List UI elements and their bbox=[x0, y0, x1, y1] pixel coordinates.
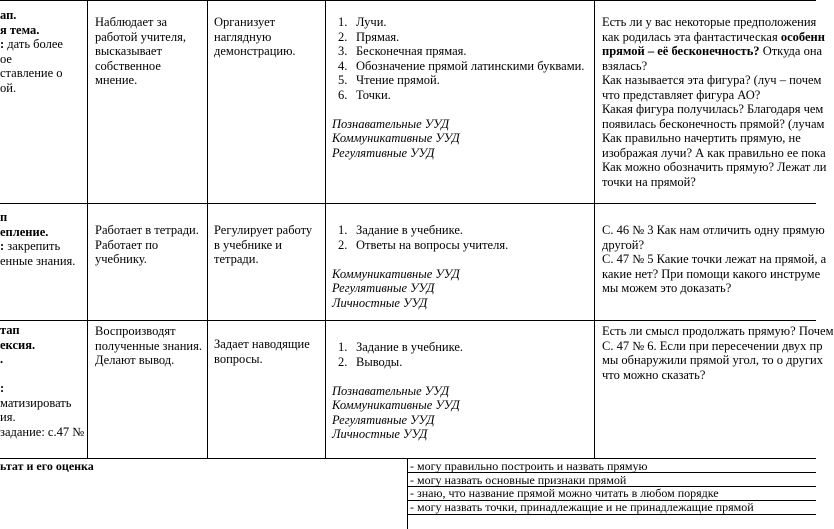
numbered-list bbox=[332, 340, 592, 369]
text-span: взялась? bbox=[602, 58, 648, 73]
text-span: дать более bbox=[4, 37, 63, 51]
uud-label: Познавательные УУД bbox=[332, 116, 450, 131]
col-divider bbox=[87, 0, 88, 458]
uud-label: Коммуникативные УУД bbox=[332, 266, 460, 281]
stage-cell bbox=[0, 323, 86, 439]
uud-label: Познавательные УУД bbox=[332, 383, 450, 398]
text-line bbox=[0, 425, 86, 440]
text-line bbox=[602, 131, 816, 146]
col-divider bbox=[207, 0, 208, 458]
stage-cell bbox=[0, 210, 86, 268]
list-item: 1. Задание в учебнике. bbox=[338, 223, 464, 237]
text-span: С. 46 № 3 Как нам отличить одну прямую bbox=[602, 223, 825, 237]
questions-cell bbox=[602, 324, 834, 382]
text-line: в учебнике и bbox=[214, 237, 282, 252]
text-line bbox=[602, 15, 816, 30]
list-item: 1. Задание в учебнике. bbox=[338, 340, 464, 354]
text-span: точки на прямой? bbox=[602, 174, 696, 189]
text-line bbox=[0, 410, 86, 425]
text-line bbox=[602, 73, 822, 88]
content-cell bbox=[332, 15, 592, 160]
teacher-activity-cell bbox=[214, 223, 324, 267]
stage-cell bbox=[0, 8, 86, 95]
text-line bbox=[0, 66, 86, 81]
text-span: енные знания. bbox=[0, 253, 76, 268]
text-line bbox=[0, 396, 86, 411]
text-span: : bbox=[0, 239, 5, 253]
text-line: высказывает bbox=[95, 44, 162, 58]
text-line bbox=[0, 210, 86, 225]
content-cell bbox=[332, 223, 592, 310]
text-line bbox=[602, 338, 823, 354]
text-line: Организует bbox=[214, 15, 276, 29]
content-cell bbox=[332, 340, 592, 442]
list-item: 5. Чтение прямой. bbox=[338, 73, 440, 87]
row-divider bbox=[0, 458, 816, 459]
row-divider bbox=[407, 514, 816, 515]
text-span: С. 47 № 5 Какие точки лежат на прямой, а bbox=[602, 252, 827, 266]
student-activity-cell bbox=[95, 324, 205, 368]
text-line: полученные знания. bbox=[95, 338, 202, 353]
text-span: особенн bbox=[780, 29, 825, 44]
col-divider bbox=[407, 458, 408, 529]
text-span: ой. bbox=[0, 80, 17, 95]
list-item: 3. Бесконечная прямая. bbox=[338, 44, 467, 58]
text-line bbox=[0, 81, 86, 96]
questions-cell bbox=[602, 223, 827, 296]
text-line bbox=[0, 225, 86, 240]
text-span: Какая фигура получилась? Благодаря чем bbox=[602, 102, 824, 116]
text-line bbox=[602, 29, 825, 45]
text-span: Как правильно начертить прямую, не bbox=[602, 131, 801, 145]
text-span: мы обнаружили прямой угол, то о других bbox=[602, 353, 823, 367]
text-line: Задает наводящие bbox=[214, 337, 310, 351]
col-divider bbox=[594, 0, 595, 458]
result-list bbox=[410, 460, 815, 514]
text-span: изображая лучи? А как правильно ее пока bbox=[602, 145, 826, 160]
text-line bbox=[602, 160, 827, 175]
text-line bbox=[602, 281, 816, 296]
result-item: - могу назвать точки, принадлежащие и не принадлежащие прямой bbox=[410, 499, 754, 514]
text-span: закрепить bbox=[4, 239, 61, 253]
text-line bbox=[0, 8, 86, 23]
text-span: С. 47 № 6. Если при пересечении двух пр bbox=[602, 338, 823, 353]
text-line bbox=[602, 238, 816, 253]
text-span: тап bbox=[0, 323, 20, 337]
text-line bbox=[602, 175, 816, 190]
text-line bbox=[602, 252, 827, 267]
numbered-list bbox=[332, 15, 592, 102]
text-span: п bbox=[0, 210, 8, 224]
text-span: появилась бесконечность прямой? (лучам bbox=[602, 116, 825, 131]
text-line bbox=[0, 254, 86, 269]
text-span: Откуда она bbox=[759, 44, 823, 58]
text-line: собственное bbox=[95, 58, 161, 73]
text-span: ия. bbox=[0, 410, 16, 424]
text-line bbox=[0, 37, 86, 52]
text-line: Работает по bbox=[95, 237, 159, 252]
text-line: Наблюдает за bbox=[95, 15, 168, 29]
text-line bbox=[0, 323, 86, 338]
text-line: работой учителя, bbox=[95, 29, 186, 44]
text-span: прямой – её бесконечность? bbox=[602, 44, 760, 58]
text-line bbox=[0, 52, 86, 67]
text-span: задание: с.47 № bbox=[0, 424, 85, 439]
text-span: ексия. bbox=[0, 337, 36, 352]
text-line: мнение. bbox=[95, 73, 138, 87]
uud-label: Коммуникативные УУД bbox=[332, 398, 460, 412]
teacher-activity-cell bbox=[214, 15, 324, 59]
text-line bbox=[602, 368, 816, 383]
col-divider bbox=[325, 0, 326, 458]
text-line bbox=[0, 381, 86, 396]
text-line bbox=[602, 44, 823, 59]
text-line bbox=[602, 324, 834, 339]
list-item: 2. Выводы. bbox=[338, 354, 403, 369]
text-span: : bbox=[0, 37, 5, 51]
text-line bbox=[602, 59, 816, 74]
text-line bbox=[602, 102, 824, 117]
teacher-activity-cell bbox=[214, 337, 324, 366]
text-line: демонстрацию. bbox=[214, 44, 296, 58]
text-span: ап. bbox=[0, 8, 17, 22]
uud-label: Личностные УУД bbox=[332, 295, 428, 310]
result-item: - знаю, что название прямой можно читать в любом порядке bbox=[410, 486, 719, 500]
text-line: учебнику. bbox=[95, 252, 147, 266]
text-span: матизировать bbox=[0, 395, 72, 410]
text-span: я тема. bbox=[0, 22, 40, 37]
text-span: Как можно обозначить прямую? Лежат ли bbox=[602, 160, 827, 174]
text-line bbox=[0, 239, 86, 254]
text-line bbox=[0, 367, 86, 382]
text-span: . bbox=[0, 352, 4, 366]
numbered-list bbox=[332, 223, 592, 252]
text-span: мы можем это доказать? bbox=[602, 281, 732, 295]
list-item: 2. Ответы на вопросы учителя. bbox=[338, 237, 509, 252]
row-divider bbox=[0, 320, 816, 321]
student-activity-cell bbox=[95, 223, 205, 267]
list-item: 6. Точки. bbox=[338, 87, 391, 102]
list-item: 4. Обозначение прямой латинскими буквами. bbox=[338, 58, 585, 73]
text-line: Делают вывод. bbox=[95, 353, 175, 367]
text-span: что представляет фигура АО? bbox=[602, 87, 761, 102]
list-item: 2. Прямая. bbox=[338, 29, 400, 44]
text-span: ое bbox=[0, 51, 12, 66]
text-line: наглядную bbox=[214, 29, 272, 44]
text-line: тетради. bbox=[214, 252, 259, 266]
text-span: Есть ли смысл продолжать прямую? Почем bbox=[602, 324, 834, 338]
text-span: : bbox=[0, 381, 5, 395]
text-span: ставление о bbox=[0, 66, 63, 80]
text-span: епление. bbox=[0, 224, 49, 239]
row-divider bbox=[0, 0, 816, 1]
text-line bbox=[602, 223, 825, 238]
text-line bbox=[602, 88, 816, 103]
text-line bbox=[602, 353, 823, 368]
text-line: Работает в тетради. bbox=[95, 223, 199, 237]
uud-label: Регулятивные УУД bbox=[332, 412, 435, 427]
text-span: что можно сказать? bbox=[602, 367, 706, 382]
questions-cell bbox=[602, 15, 827, 189]
uud-label: Регулятивные УУД bbox=[332, 281, 435, 295]
text-line bbox=[602, 145, 826, 161]
text-line bbox=[0, 23, 86, 38]
text-span: как родилась эта фантастическая bbox=[602, 29, 781, 44]
text-span: Как называется эта фигура? (луч – почем bbox=[602, 73, 822, 87]
text-line bbox=[0, 352, 86, 367]
text-span: какие нет? При помощи какого инструме bbox=[602, 266, 821, 281]
list-item: 1. Лучи. bbox=[338, 15, 387, 29]
student-activity-cell bbox=[95, 15, 205, 88]
row-divider bbox=[0, 203, 816, 204]
text-line: вопросы. bbox=[214, 351, 263, 366]
text-span: Есть ли у вас некоторые предположения bbox=[602, 15, 817, 29]
text-line: Воспроизводят bbox=[95, 324, 176, 338]
result-label: ьтат и его оценка bbox=[0, 459, 94, 473]
uud-label: Личностные УУД bbox=[332, 427, 428, 441]
text-line bbox=[0, 338, 86, 353]
uud-label: Регулятивные УУД bbox=[332, 145, 435, 160]
text-line: Регулирует работу bbox=[214, 223, 313, 237]
text-line bbox=[602, 116, 825, 132]
text-line bbox=[602, 266, 821, 282]
uud-label: Коммуникативные УУД bbox=[332, 131, 460, 145]
result-item: - могу правильно построить и назвать прямую bbox=[410, 459, 648, 473]
text-span: другой? bbox=[602, 237, 644, 252]
result-item: - могу назвать основные признаки прямой bbox=[410, 472, 627, 487]
